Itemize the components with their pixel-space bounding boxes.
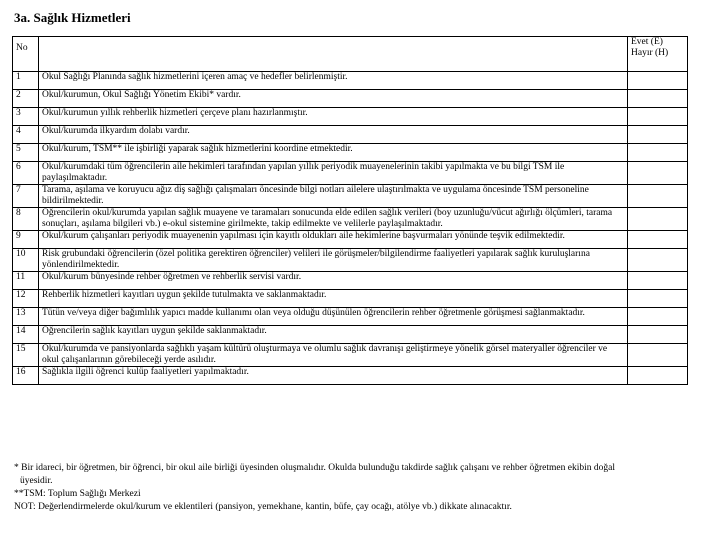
header-answer-no: Hayır (H) xyxy=(631,48,669,58)
footnote-tsm: **TSM: Toplum Sağlığı Merkezi xyxy=(14,489,141,499)
section-title: 3a. Sağlık Hizmetleri xyxy=(14,10,131,25)
header-question xyxy=(39,37,628,72)
table-header-row xyxy=(13,37,688,72)
row-number: 13 xyxy=(13,308,39,326)
row-text: Rehberlik hizmetleri kayıtları uygun şekilde tutulmakta ve saklanmaktadır. xyxy=(39,290,628,308)
answer-cell[interactable] xyxy=(628,126,688,144)
row-text: Okul/kurumdaki tüm öğrencilerin aile hekimleri tarafından yapılan yıllık periyodik muayenelerinin takibi yapılmakta ve bu bilgi TSM ile paylaşılmaktadır. xyxy=(39,162,628,185)
row-number: 9 xyxy=(13,231,39,249)
table-row xyxy=(13,72,688,90)
table-row xyxy=(13,249,688,272)
row-number: 16 xyxy=(13,367,39,385)
row-text: Okul/kurum çalışanları periyodik muayenenin yapılması için kayıtlı oldukları aile hekimlerine başvurmaları yönünde teşvik edilmektedir. xyxy=(39,231,628,249)
table-row xyxy=(13,367,688,385)
table-row xyxy=(13,185,688,208)
row-text: Öğrencilerin sağlık kayıtları uygun şekilde saklanmaktadır. xyxy=(39,326,628,344)
table-row xyxy=(13,272,688,290)
answer-cell[interactable] xyxy=(628,367,688,385)
table-row xyxy=(13,126,688,144)
answer-cell[interactable] xyxy=(628,208,688,231)
answer-cell[interactable] xyxy=(628,185,688,208)
row-number: 4 xyxy=(13,126,39,144)
table-row xyxy=(13,231,688,249)
row-number: 7 xyxy=(13,185,39,208)
answer-cell[interactable] xyxy=(628,162,688,185)
answer-cell[interactable] xyxy=(628,249,688,272)
answer-cell[interactable] xyxy=(628,231,688,249)
row-number: 11 xyxy=(13,272,39,290)
answer-cell[interactable] xyxy=(628,344,688,367)
header-no: No xyxy=(13,37,39,72)
footnotes xyxy=(14,462,689,514)
row-text: Sağlıkla ilgili öğrenci kulüp faaliyetleri yapılmaktadır. xyxy=(39,367,628,385)
row-text: Okul/kurum, TSM** ile işbirliği yaparak sağlık hizmetlerini koordine etmektedir. xyxy=(39,144,628,162)
row-text: Okul/kurumun yıllık rehberlik hizmetleri çerçeve planı hazırlanmıştır. xyxy=(39,108,628,126)
answer-cell[interactable] xyxy=(628,290,688,308)
row-text: Okul/kurumun, Okul Sağlığı Yönetim Ekibi* vardır. xyxy=(39,90,628,108)
row-number: 15 xyxy=(13,344,39,367)
row-text: Tütün ve/veya diğer bağımlılık yapıcı madde kullanımı olan veya olduğu düşünülen öğrencilerin rehber öğretmenle görüşmesi sağlanmaktadır. xyxy=(39,308,628,326)
table-row xyxy=(13,290,688,308)
table-row xyxy=(13,144,688,162)
table-row xyxy=(13,344,688,367)
footnote-team-continued: üyesidir. xyxy=(20,476,53,486)
answer-cell[interactable] xyxy=(628,72,688,90)
answer-cell[interactable] xyxy=(628,308,688,326)
evaluation-note: NOT: Değerlendirmelerde okul/kurum ve eklentileri (pansiyon, yemekhane, kantin, büfe, çay ocağı, atölye vb.) dikkate alınacaktır. xyxy=(14,502,512,512)
row-number: 14 xyxy=(13,326,39,344)
row-number: 6 xyxy=(13,162,39,185)
row-number: 12 xyxy=(13,290,39,308)
row-number: 2 xyxy=(13,90,39,108)
answer-cell[interactable] xyxy=(628,108,688,126)
row-text: Öğrencilerin okul/kurumda yapılan sağlık muayene ve taramaları sonucunda elde edilen sağlık verileri (boy uzunluğu/vücut ağırlığı ölçümleri, tarama sonuçları, aşılama bilgileri vb.) e-okul sistemine girilmekte, takip edilmekte ve velilerle paylaşılmaktadır. xyxy=(39,208,628,231)
row-number: 3 xyxy=(13,108,39,126)
answer-cell[interactable] xyxy=(628,326,688,344)
health-services-checklist-table xyxy=(12,36,688,385)
row-number: 1 xyxy=(13,72,39,90)
row-number: 10 xyxy=(13,249,39,272)
table-row xyxy=(13,208,688,231)
footnote-team: * Bir idareci, bir öğretmen, bir öğrenci, bir okul aile birliği üyesinden oluşmalıdır. Okulda bulunduğu takdirde sağlık çalışanı ve rehber öğretmen ekibin doğal xyxy=(14,463,615,473)
row-number: 8 xyxy=(13,208,39,231)
table-row xyxy=(13,308,688,326)
row-text: Okul/kurum bünyesinde rehber öğretmen ve rehberlik servisi vardır. xyxy=(39,272,628,290)
table-row xyxy=(13,90,688,108)
row-text: Tarama, aşılama ve koruyucu ağız diş sağlığı çalışmaları öncesinde bilgi notları ailelere ulaştırılmakta ve uygulama öncesinde TSM personeline bildirilmektedir. xyxy=(39,185,628,208)
answer-cell[interactable] xyxy=(628,90,688,108)
row-number: 5 xyxy=(13,144,39,162)
table-row xyxy=(13,108,688,126)
row-text: Risk grubundaki öğrencilerin (özel politika gerektiren öğrenciler) velileri ile görüşmeler/bilgilendirme faaliyetleri yapılarak sağlık kuruluşlarına yönlendirilmektedir. xyxy=(39,249,628,272)
answer-cell[interactable] xyxy=(628,272,688,290)
table-row xyxy=(13,162,688,185)
answer-cell[interactable] xyxy=(628,144,688,162)
row-text: Okul/kurumda ve pansiyonlarda sağlıklı yaşam kültürü oluşturmaya ve olumlu sağlık davranışı geliştirmeye yönelik görsel materyaller öğrenciler ve okul çalışanlarının görebileceği yerde asılıdır. xyxy=(39,344,628,367)
row-text: Okul/kurumda ilkyardım dolabı vardır. xyxy=(39,126,628,144)
table-row xyxy=(13,326,688,344)
row-text: Okul Sağlığı Planında sağlık hizmetlerini içeren amaç ve hedefler belirlenmiştir. xyxy=(39,72,628,90)
header-answer-yes: Evet (E) xyxy=(631,37,663,47)
header-answer xyxy=(628,37,688,72)
